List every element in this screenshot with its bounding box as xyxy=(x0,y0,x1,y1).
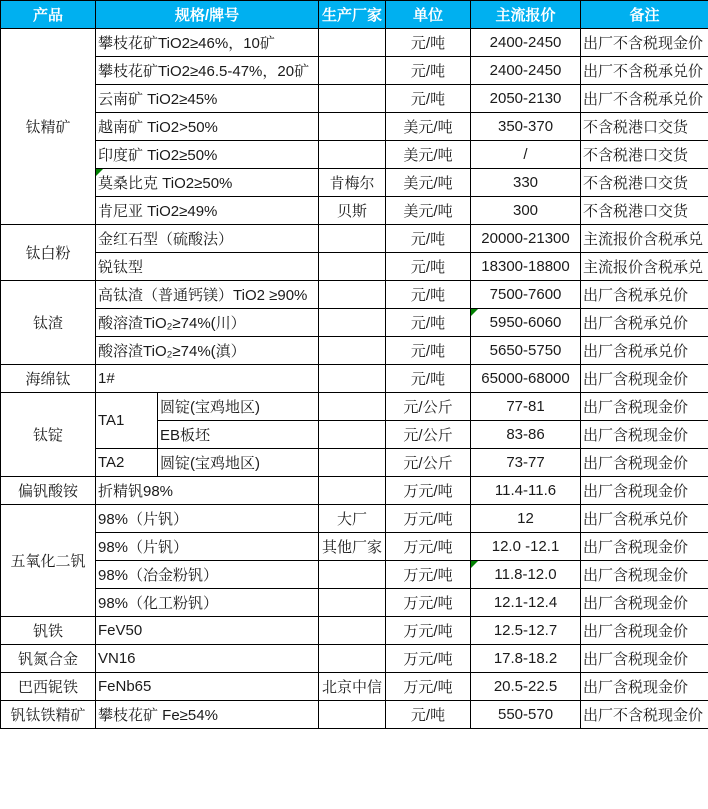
note-cell: 出厂含税现金价 xyxy=(581,533,708,561)
unit-cell: 元/吨 xyxy=(386,337,471,365)
manufacturer-cell xyxy=(319,449,386,477)
table-row xyxy=(1,57,708,85)
spec-cell: 金红石型（硫酸法） xyxy=(96,225,319,253)
note-cell: 出厂含税现金价 xyxy=(581,617,708,645)
spec-cell: 越南矿 TiO2>50% xyxy=(96,113,319,141)
unit-cell: 万元/吨 xyxy=(386,477,471,505)
unit-cell: 万元/吨 xyxy=(386,673,471,701)
table-row xyxy=(1,29,708,57)
manufacturer-cell xyxy=(319,701,386,729)
price-cell: 17.8-18.2 xyxy=(471,645,581,673)
table-row xyxy=(1,281,708,309)
manufacturer-cell: 北京中信 xyxy=(319,673,386,701)
table-row xyxy=(1,393,708,421)
note-cell: 出厂含税现金价 xyxy=(581,673,708,701)
spec-cell: 莫桑比克 TiO2≥50% xyxy=(96,169,319,197)
unit-cell: 万元/吨 xyxy=(386,589,471,617)
manufacturer-cell: 肯梅尔 xyxy=(319,169,386,197)
note-cell: 出厂含税承兑价 xyxy=(581,281,708,309)
spec-cell: 圆锭(宝鸡地区) xyxy=(158,393,319,421)
manufacturer-cell xyxy=(319,421,386,449)
table-row xyxy=(1,85,708,113)
unit-cell: 元/吨 xyxy=(386,253,471,281)
table-row xyxy=(1,253,708,281)
unit-cell: 元/公斤 xyxy=(386,393,471,421)
product-cell: 钛白粉 xyxy=(1,225,96,281)
product-cell: 钒铁 xyxy=(1,617,96,645)
note-cell: 不含税港口交货 xyxy=(581,141,708,169)
manufacturer-cell xyxy=(319,365,386,393)
unit-cell: 美元/吨 xyxy=(386,113,471,141)
price-cell: 65000-68000 xyxy=(471,365,581,393)
spec-cell: 圆锭(宝鸡地区) xyxy=(158,449,319,477)
product-cell: 偏钒酸铵 xyxy=(1,477,96,505)
manufacturer-cell xyxy=(319,85,386,113)
spec-cell: 98%（片钒） xyxy=(96,505,319,533)
unit-cell: 元/吨 xyxy=(386,225,471,253)
spec-cell: VN16 xyxy=(96,645,319,673)
grade-cell: TA1 xyxy=(96,393,158,449)
price-cell: 83-86 xyxy=(471,421,581,449)
product-cell: 海绵钛 xyxy=(1,365,96,393)
spec-cell: 酸溶渣TiO₂≥74%(滇） xyxy=(96,337,319,365)
note-cell: 出厂不含税现金价 xyxy=(581,701,708,729)
note-cell: 出厂含税现金价 xyxy=(581,421,708,449)
spec-cell: EB板坯 xyxy=(158,421,319,449)
price-cell: 300 xyxy=(471,197,581,225)
spec-cell: 98%（片钒） xyxy=(96,533,319,561)
column-header-manufacturer: 生产厂家 xyxy=(319,1,386,29)
note-cell: 出厂不含税承兑价 xyxy=(581,57,708,85)
table-row xyxy=(1,701,708,729)
spec-cell: 肯尼亚 TiO2≥49% xyxy=(96,197,319,225)
table-row xyxy=(1,505,708,533)
price-cell: 550-570 xyxy=(471,701,581,729)
note-cell: 不含税港口交货 xyxy=(581,113,708,141)
note-cell: 出厂含税现金价 xyxy=(581,477,708,505)
note-cell: 不含税港口交货 xyxy=(581,197,708,225)
spec-cell: 折精钒98% xyxy=(96,477,319,505)
spec-cell: 1# xyxy=(96,365,319,393)
table-row xyxy=(1,225,708,253)
manufacturer-cell xyxy=(319,337,386,365)
spec-cell: 98%（化工粉钒） xyxy=(96,589,319,617)
manufacturer-cell xyxy=(319,309,386,337)
product-cell: 五氧化二钒 xyxy=(1,505,96,617)
unit-cell: 元/吨 xyxy=(386,29,471,57)
unit-cell: 万元/吨 xyxy=(386,617,471,645)
note-cell: 出厂含税现金价 xyxy=(581,589,708,617)
table-row xyxy=(1,645,708,673)
price-cell: 12.1-12.4 xyxy=(471,589,581,617)
column-header-spec: 规格/牌号 xyxy=(96,1,319,29)
product-cell: 钛锭 xyxy=(1,393,96,477)
note-cell: 主流报价含税承兑 xyxy=(581,253,708,281)
unit-cell: 元/吨 xyxy=(386,57,471,85)
cell-comment-marker-icon xyxy=(471,561,478,568)
note-cell: 不含税港口交货 xyxy=(581,169,708,197)
spec-cell: 98%（冶金粉钒） xyxy=(96,561,319,589)
note-cell: 出厂含税现金价 xyxy=(581,449,708,477)
manufacturer-cell xyxy=(319,617,386,645)
price-cell: 12.5-12.7 xyxy=(471,617,581,645)
unit-cell: 万元/吨 xyxy=(386,533,471,561)
note-cell: 出厂含税承兑价 xyxy=(581,309,708,337)
manufacturer-cell xyxy=(319,281,386,309)
unit-cell: 万元/吨 xyxy=(386,505,471,533)
column-header-unit: 单位 xyxy=(386,1,471,29)
note-cell: 出厂含税承兑价 xyxy=(581,337,708,365)
product-cell: 钒氮合金 xyxy=(1,645,96,673)
manufacturer-cell xyxy=(319,393,386,421)
price-cell: / xyxy=(471,141,581,169)
manufacturer-cell xyxy=(319,561,386,589)
note-cell: 出厂含税现金价 xyxy=(581,393,708,421)
cell-comment-marker-icon xyxy=(96,169,103,176)
spec-cell: FeV50 xyxy=(96,617,319,645)
header-row xyxy=(1,1,708,29)
table-row xyxy=(1,113,708,141)
manufacturer-cell xyxy=(319,253,386,281)
manufacturer-cell xyxy=(319,141,386,169)
manufacturer-cell xyxy=(319,57,386,85)
table-row xyxy=(1,673,708,701)
price-cell: 18300-18800 xyxy=(471,253,581,281)
table-row xyxy=(1,589,708,617)
spec-cell: 攀枝花矿 Fe≥54% xyxy=(96,701,319,729)
unit-cell: 元/公斤 xyxy=(386,449,471,477)
cell-comment-marker-icon xyxy=(471,309,478,316)
price-cell: 11.4-11.6 xyxy=(471,477,581,505)
note-cell: 出厂含税现金价 xyxy=(581,645,708,673)
table-row xyxy=(1,617,708,645)
manufacturer-cell xyxy=(319,113,386,141)
spec-cell: 攀枝花矿TiO2≥46%，10矿 xyxy=(96,29,319,57)
column-header-note: 备注 xyxy=(581,1,708,29)
table-row xyxy=(1,337,708,365)
column-header-product: 产品 xyxy=(1,1,96,29)
table-row xyxy=(1,197,708,225)
unit-cell: 万元/吨 xyxy=(386,645,471,673)
price-cell: 12.0 -12.1 xyxy=(471,533,581,561)
unit-cell: 元/公斤 xyxy=(386,421,471,449)
table-row xyxy=(1,477,708,505)
product-cell: 钛精矿 xyxy=(1,29,96,225)
spec-cell: 高钛渣（普通钙镁）TiO2 ≥90% xyxy=(96,281,319,309)
price-cell: 12 xyxy=(471,505,581,533)
note-cell: 出厂含税承兑价 xyxy=(581,505,708,533)
spec-cell: FeNb65 xyxy=(96,673,319,701)
spec-cell: 攀枝花矿TiO2≥46.5-47%，20矿 xyxy=(96,57,319,85)
manufacturer-cell: 其他厂家 xyxy=(319,533,386,561)
price-cell: 330 xyxy=(471,169,581,197)
price-cell: 350-370 xyxy=(471,113,581,141)
unit-cell: 元/吨 xyxy=(386,701,471,729)
unit-cell: 美元/吨 xyxy=(386,141,471,169)
manufacturer-cell xyxy=(319,225,386,253)
note-cell: 出厂不含税承兑价 xyxy=(581,85,708,113)
unit-cell: 元/吨 xyxy=(386,365,471,393)
table-row xyxy=(1,561,708,589)
unit-cell: 元/吨 xyxy=(386,281,471,309)
table-row xyxy=(1,449,708,477)
table-body xyxy=(1,29,708,729)
table-row xyxy=(1,533,708,561)
table-row xyxy=(1,309,708,337)
unit-cell: 美元/吨 xyxy=(386,169,471,197)
manufacturer-cell xyxy=(319,645,386,673)
spec-cell: 云南矿 TiO2≥45% xyxy=(96,85,319,113)
product-cell: 钒钛铁精矿 xyxy=(1,701,96,729)
note-cell: 出厂含税现金价 xyxy=(581,365,708,393)
column-header-price: 主流报价 xyxy=(471,1,581,29)
note-cell: 主流报价含税承兑 xyxy=(581,225,708,253)
manufacturer-cell xyxy=(319,29,386,57)
table-row xyxy=(1,141,708,169)
unit-cell: 元/吨 xyxy=(386,85,471,113)
price-cell: 20.5-22.5 xyxy=(471,673,581,701)
table-row xyxy=(1,169,708,197)
unit-cell: 万元/吨 xyxy=(386,561,471,589)
price-cell: 7500-7600 xyxy=(471,281,581,309)
spec-cell: 锐钛型 xyxy=(96,253,319,281)
price-cell: 2400-2450 xyxy=(471,57,581,85)
price-cell: 11.8-12.0 xyxy=(471,561,581,589)
manufacturer-cell xyxy=(319,589,386,617)
price-cell: 2050-2130 xyxy=(471,85,581,113)
spec-cell: 印度矿 TiO2≥50% xyxy=(96,141,319,169)
price-cell: 5950-6060 xyxy=(471,309,581,337)
unit-cell: 元/吨 xyxy=(386,309,471,337)
price-cell: 73-77 xyxy=(471,449,581,477)
price-cell: 2400-2450 xyxy=(471,29,581,57)
product-cell: 钛渣 xyxy=(1,281,96,365)
spec-cell: 酸溶渣TiO₂≥74%(川） xyxy=(96,309,319,337)
product-cell: 巴西铌铁 xyxy=(1,673,96,701)
manufacturer-cell: 贝斯 xyxy=(319,197,386,225)
price-cell: 20000-21300 xyxy=(471,225,581,253)
note-cell: 出厂含税现金价 xyxy=(581,561,708,589)
manufacturer-cell xyxy=(319,477,386,505)
manufacturer-cell: 大厂 xyxy=(319,505,386,533)
note-cell: 出厂不含税现金价 xyxy=(581,29,708,57)
grade-cell: TA2 xyxy=(96,449,158,477)
price-cell: 5650-5750 xyxy=(471,337,581,365)
unit-cell: 美元/吨 xyxy=(386,197,471,225)
table-row xyxy=(1,365,708,393)
price-cell: 77-81 xyxy=(471,393,581,421)
